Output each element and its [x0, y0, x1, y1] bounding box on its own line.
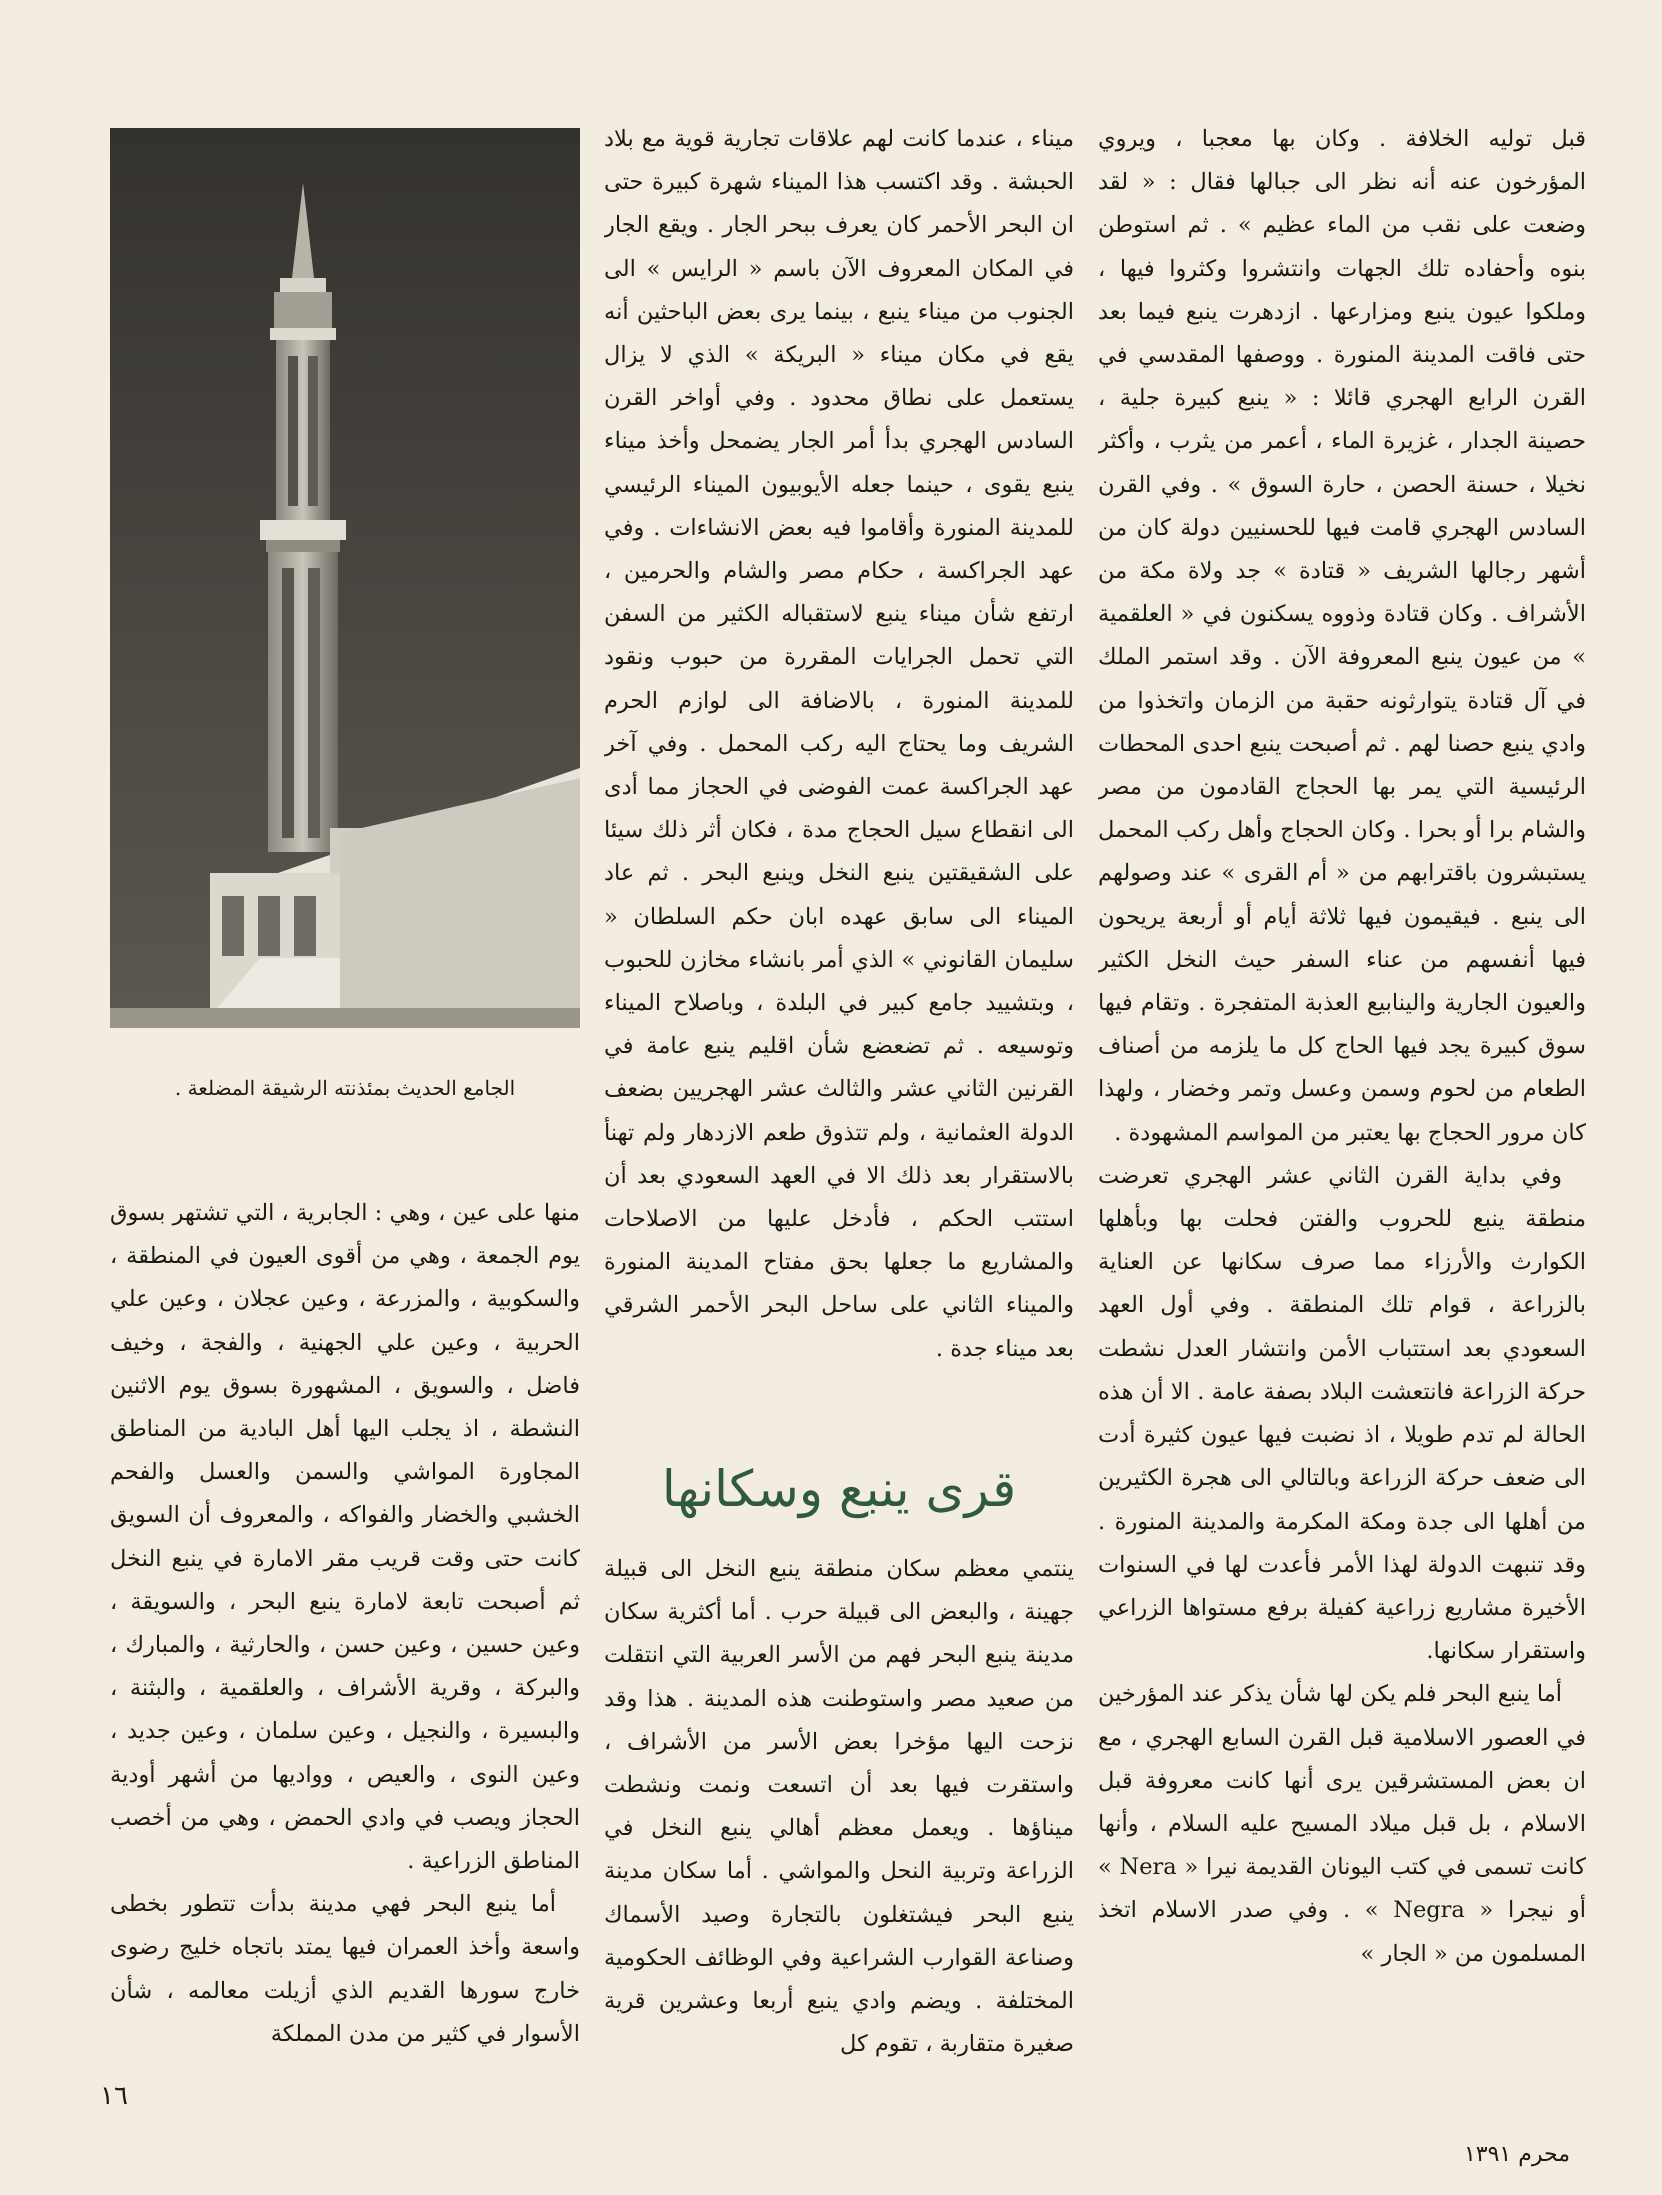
article-column-left: [110, 1192, 580, 2063]
mosque-minaret-photo: [110, 128, 580, 1028]
paragraph: قبل توليه الخلافة . وكان بها معجبا ، ويروي المؤرخون عنه أنه نظر الى جبالها فقال : « لقد وضعت على نقب من الماء عظيم » . ثم استوطن بنوه وأحفاده تلك الجهات وانتشروا وكثروا فيها ، وملكوا عيون ينبع ومزارعها . ازدهرت ينبع فيما بعد حتى فاقت المدينة المنورة . ووصفها المقدسي في القرن الرابع الهجري قائلا : « ينبع كبيرة جلية ، حصينة الجدار ، غزيرة الماء ، أعمر من يثرب ، وأكثر نخيلا ، حسنة الحصن ، حارة السوق » . وفي القرن السادس الهجري قامت فيها للحسنيين دولة كان من أشهر رجالها الشريف « قتادة » جد ولاة مكة من الأشراف . وكان قتادة وذووه يسكنون في « العلقمية » من عيون ينبع المعروفة الآن . وقد استمر الملك في آل قتادة يتوارثونه حقبة من الزمان واتخذوا من وادي ينبع حصنا لهم . ثم أصبحت ينبع احدى المحطات الرئيسية التي يمر بها الحجاج القادمون من مصر والشام برا أو بحرا . وكان الحجاج وأهل ركب المحمل يستبشرون باقترابهم من « أم القرى » عند وصولهم الى ينبع . فيقيمون فيها ثلاثة أيام أو أربعة يريحون فيها أنفسهم من عناء السفر حيث النخل الكثير والعيون الجارية والينابيع العذبة المتفجرة . وتقام فيها سوق كبيرة يجد فيها الحاج كل ما يلزمه من أصناف الطعام من لحوم وسمن وعسل وتمر وخضار ، ولهذا كان مرور الحجاج بها يعتبر من المواسم المشهودة .: [1098, 126, 1586, 1146]
paragraph: منها على عين ، وهي : الجابرية ، التي تشتهر بسوق يوم الجمعة ، وهي من أقوى العيون في المنطقة ، والسكوبية ، والمزرعة ، وعين عجلان ، وعين علي الحربية ، وعين علي الجهنية ، والفجة ، وخيف فاضل ، والسويق ، المشهورة بسوق يوم الاثنين النشطة ، اذ يجلب اليها أهل البادية من المناطق المجاورة المواشي والسمن والعسل والفحم الخشبي والخضار والفواكه ، والمعروف أن السويق كانت حتى وقت قريب مقر الامارة في ينبع النخل ثم أصبحت تابعة لامارة ينبع البحر ، والسويقة ، وعين حسين ، وعين حسن ، والحارثية ، والمبارك ، والبركة ، وقرية الأشراف ، والعلقمية ، والبثنة ، والبسيرة ، والنجيل ، وعين سلمان ، وعين جديد ، وعين النوى ، والعيص ، وواديها من أشهر أودية الحجاز ويصب في وادي الحمض ، وهي من أخصب المناطق الزراعية .: [110, 1200, 580, 1875]
article-column-right: [1098, 118, 1586, 2063]
paragraph: ميناء ، عندما كانت لهم علاقات تجارية قوية مع بلاد الحبشة . وقد اكتسب هذا الميناء شهرة كبيرة حتى ان البحر الأحمر كان يعرف ببحر الجار . ويقع الجار في المكان المعروف الآن باسم « الرايس » الى الجنوب من ميناء ينبع ، بينما يرى بعض الباحثين أنه يقع في مكان ميناء « البريكة » الذي لا يزال يستعمل على نطاق محدود . وفي أواخر القرن السادس الهجري بدأ أمر الجار يضمحل وأخذ ميناء ينبع يقوى ، حينما جعله الأيوبيون الميناء الرئيسي للمدينة المنورة وأقاموا فيه بعض الانشاءات . وفي عهد الجراكسة ، حكام مصر والشام والحرمين ، ارتفع شأن ميناء ينبع لاستقباله الكثير من السفن التي تحمل الجرايات المقررة من حبوب ونقود للمدينة المنورة ، بالاضافة الى لوازم الحرم الشريف وما يحتاج اليه ركب المحمل . وفي آخر عهد الجراكسة عمت الفوضى في الحجاز مما أدى الى انقطاع سيل الحجاج مدة ، فكان أثر ذلك سيئا على الشقيقتين ينبع النخل وينبع البحر . ثم عاد الميناء الى سابق عهده ابان حكم السلطان « سليمان القانوني » الذي أمر بانشاء مخازن للحبوب ، وبتشييد جامع كبير في البلدة ، وباصلاح الميناء وتوسيعه . ثم تضعضع شأن اقليم ينبع عامة في القرنين الثاني عشر والثالث عشر الهجريين بضعف الدولة العثمانية ، ولم تتذوق طعم الازدهار ولم تهنأ بالاستقرار بعد ذلك الا في العهد السعودي بعد أن استتب الحكم ، فأدخل عليها من الاصلاحات والمشاريع ما جعلها بحق مفتاح المدينة المنورة والميناء الثاني على ساحل البحر الأحمر الشرقي بعد ميناء جدة .: [604, 126, 1074, 1362]
paragraph: ينتمي معظم سكان منطقة ينبع النخل الى قبيلة جهينة ، والبعض الى قبيلة حرب . أما أكثرية سكان مدينة ينبع البحر فهم من الأسر العربية التي انتقلت من صعيد مصر واستوطنت هذه المدينة . هذا وقد نزحت اليها مؤخرا بعض الأسر من الأشراف ، واستقرت فيها بعد أن اتسعت ونمت ونشطت ميناؤها . ويعمل معظم أهالي ينبع النخل في الزراعة وتربية النحل والمواشي . أما سكان مدينة ينبع البحر فيشتغلون بالتجارة وصيد الأسماك وصناعة القوارب الشراعية وفي الوظائف الحكومية المختلفة . ويضم وادي ينبع أربعا وعشرين قرية صغيرة متقاربة ، تقوم كل: [604, 1556, 1074, 2058]
article-column-middle-lower: [604, 1548, 1074, 2063]
paragraph: أما ينبع البحر فلم يكن لها شأن يذكر عند المؤرخين في العصور الاسلامية قبل القرن السابع الهجري ، مع ان بعض المستشرقين يرى أنها كانت معروفة قبل الاسلام ، بل قبل ميلاد المسيح عليه السلام ، وأنها كانت تسمى في كتب اليونان القديمة نيرا « Nera » أو نيجرا « Negra » . وفي صدر الاسلام اتخذ المسلمون من « الجار »: [1098, 1681, 1586, 1967]
issue-date: محرم ١٣٩١: [1463, 2142, 1570, 2167]
page-number: ١٦: [100, 2081, 128, 2111]
article-column-middle: [604, 118, 1074, 1430]
paragraph: أما ينبع البحر فهي مدينة بدأت تتطور بخطى واسعة وأخذ العمران فيها يمتد باتجاه خليج رضوى خارج سورها القديم الذي أزيلت معالمه ، شأن الأسوار في كثير من مدن المملكة: [110, 1891, 580, 2047]
section-heading: قرى ينبع وسكانها: [661, 1460, 1017, 1518]
photo-caption: الجامع الحديث بمئذنته الرشيقة المضلعة .: [174, 1076, 516, 1100]
paragraph: وفي بداية القرن الثاني عشر الهجري تعرضت منطقة ينبع للحروب والفتن فحلت بها وبأهلها الكوارث والأرزاء مما صرف سكانها عن العناية بالزراعة ، قوام تلك المنطقة . وفي أول العهد السعودي بعد استتباب الأمن وانتشار العدل نشطت حركة الزراعة فانتعشت البلاد بصفة عامة . الا أن هذه الحالة لم تدم طويلا ، اذ نضبت فيها عيون كثيرة أدت الى ضعف حركة الزراعة وبالتالي الى هجرة الكثيرين من أهلها الى جدة ومكة المكرمة والمدينة المنورة . وقد تنبهت الدولة لهذا الأمر فأعدت لها في السنوات الأخيرة مشاريع زراعية كفيلة برفع مستواها الزراعي واستقرار سكانها.: [1098, 1162, 1586, 1665]
